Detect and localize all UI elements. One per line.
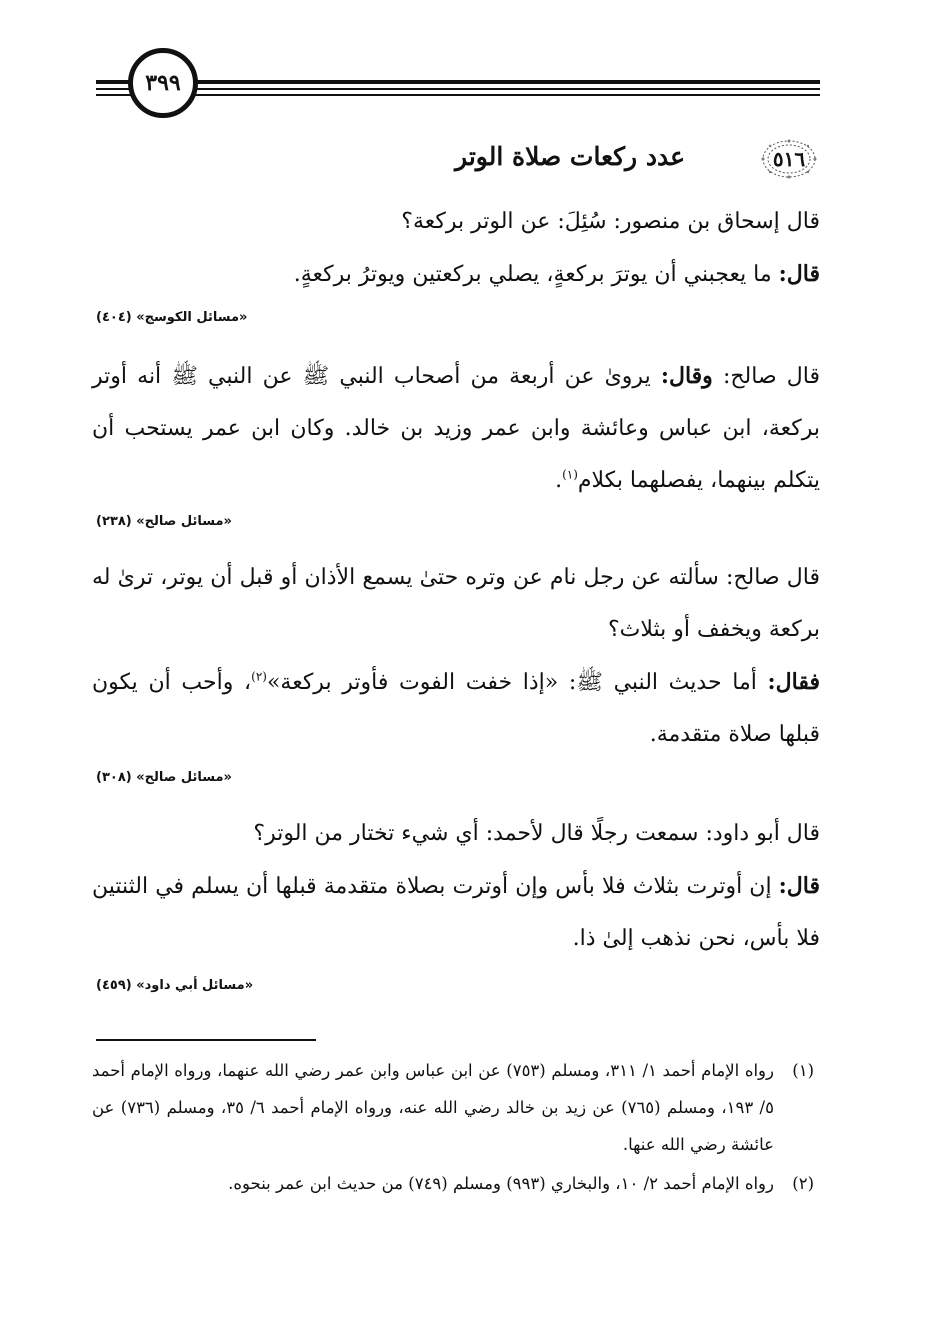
footnote-divider bbox=[96, 1039, 316, 1041]
passage-text: قال صالح: سألته عن رجل نام عن وتره حتىٰ يسمع الأذان أو قبل أن يوتر، ترىٰ له بركعة ويخفف أو بثلاث؟ bbox=[92, 565, 820, 642]
chapter-title: عدد ركعات صلاة الوتر bbox=[455, 142, 685, 171]
footnote-text: رواه الإمام أحمد ١/ ٣١١، ومسلم (٧٥٣) عن ابن عباس وابن عمر رضي الله عنهما، ورواه الإمام أحمد ٥/ ١٩٣، ومسلم (٧٦٥) عن زيد بن خالد رضي الله عنه، ورواه الإمام أحمد ٦/ ٣٥، ومسلم (٧٣٦) عن عائشة رضي الله عنها. bbox=[92, 1061, 774, 1154]
speaker-lead: فقال: bbox=[767, 669, 820, 695]
passage-line bbox=[92, 196, 820, 248]
passage-text: أما حديث النبي ﷺ: «إذا خفت الفوت فأوتر بركعة» bbox=[266, 670, 768, 695]
source-reference: «مسائل الكوسج» (٤٠٤) bbox=[96, 310, 248, 325]
passage-3 bbox=[92, 552, 820, 761]
passage-text: قال صالح: bbox=[712, 364, 820, 389]
passage-text: قال أبو داود: سمعت رجلًا قال لأحمد: أي شيء تختار من الوتر؟ bbox=[253, 821, 820, 846]
chapter-heading bbox=[96, 138, 820, 186]
speaker-lead: وقال: bbox=[660, 363, 713, 389]
footnote-number: (١) bbox=[792, 1061, 814, 1080]
passage-line bbox=[92, 860, 820, 965]
footnotes bbox=[92, 1052, 820, 1202]
passage-line bbox=[92, 552, 820, 656]
source-reference: «مسائل صالح» (٣٠٨) bbox=[96, 770, 232, 785]
speaker-lead: قال: bbox=[778, 261, 820, 287]
passage-text: إن أوترت بثلاث فلا بأس وإن أوترت بصلاة متقدمة قبلها أن يسلم في الثنتين فلا بأس، نحن نذهب إلىٰ ذا. bbox=[92, 874, 820, 951]
passage-text: ما يعجبني أن يوترَ بركعةٍ، يصلي بركعتين ويوترُ بركعةٍ. bbox=[293, 262, 779, 287]
passage-line bbox=[92, 248, 820, 301]
speaker-lead: قال: bbox=[778, 873, 820, 899]
source-reference: «مسائل أبي داود» (٤٥٩) bbox=[96, 978, 254, 993]
page-number: ٣٩٩ bbox=[145, 70, 181, 96]
passage-line bbox=[92, 656, 820, 761]
footnote bbox=[92, 1052, 820, 1163]
source-reference: «مسائل صالح» (٢٣٨) bbox=[96, 514, 232, 529]
header-rule-thin bbox=[96, 94, 820, 96]
passage-text: قال إسحاق بن منصور: سُئِلَ: عن الوتر بركعة؟ bbox=[401, 209, 820, 234]
passage-text: ، وأحب أن يكون قبلها صلاة متقدمة. bbox=[92, 670, 820, 747]
header-rule-thin bbox=[96, 88, 820, 90]
passage-2 bbox=[92, 350, 820, 507]
footnote-ref[interactable]: (٢) bbox=[251, 669, 267, 684]
passage-1 bbox=[92, 196, 820, 301]
passage-text: يروىٰ عن أربعة من أصحاب النبي ﷺ عن النبي ﷺ أنه أوتر بركعة، ابن عباس وعائشة وابن عمر وزيد بن خالد. وكان ابن عمر يستحب أن يتكلم بينهما، يفصلهما بكلام bbox=[92, 364, 820, 493]
footnote-text: رواه الإمام أحمد ٢/ ١٠، والبخاري (٩٩٣) ومسلم (٧٤٩) من حديث ابن عمر بنحوه. bbox=[228, 1174, 774, 1193]
footnote-number: (٢) bbox=[792, 1174, 814, 1193]
entry-number: ٥١٦ bbox=[772, 147, 806, 171]
passage-4 bbox=[92, 808, 820, 965]
header-rule-thick bbox=[96, 80, 820, 84]
page-number-badge bbox=[128, 48, 198, 118]
passage-line bbox=[92, 808, 820, 860]
passage-line: قال صالح: وقال: يروىٰ عن أربعة من أصحاب النبي ﷺ عن النبي ﷺ أنه أوتر بركعة، ابن عباس وعائشة وابن عمر وزيد بن خالد. وكان ابن عمر يستحب أن يتكلم بينهما، يفصلهما بكلام$^{(١)}$. bbox=[92, 363, 820, 493]
footnote bbox=[92, 1165, 820, 1202]
footnote-ref[interactable]: (١) bbox=[562, 467, 578, 482]
